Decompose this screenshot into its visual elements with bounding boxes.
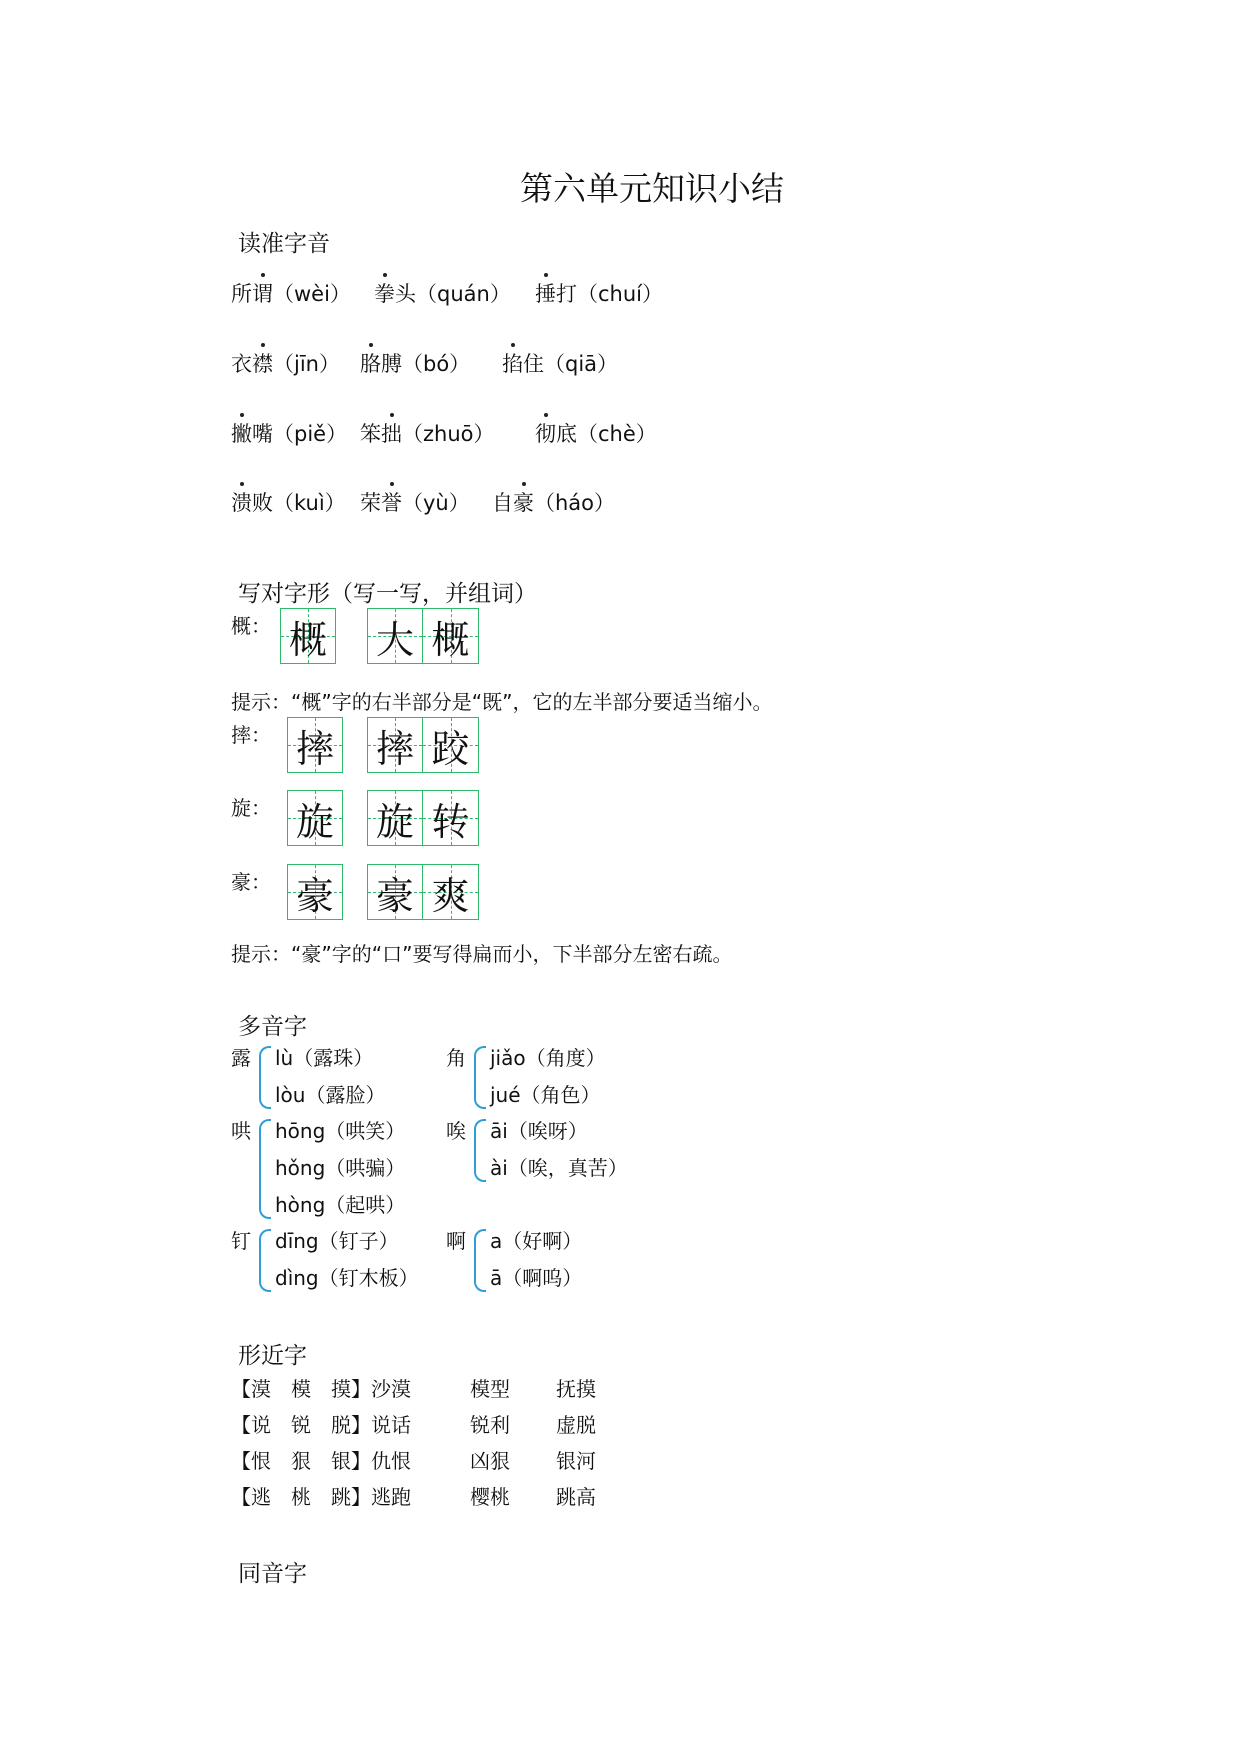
grid-cell (287, 790, 343, 846)
word-grid (367, 790, 479, 846)
polyphone-reading: hōng（哄笑） (275, 1119, 406, 1143)
grid-cell (367, 790, 423, 846)
char-label: 旋： (231, 796, 271, 820)
grid-cell (367, 608, 423, 664)
similar-group: 【逃 桃 跳】逃跑 (231, 1485, 411, 1509)
similar-word: 模型 (470, 1377, 510, 1401)
pinyin-item: 所谓（wèi） (231, 278, 351, 308)
polyphone-reading: lòu（露脸） (275, 1083, 386, 1107)
pinyin-item: 胳膊（bó） (360, 348, 470, 378)
similar-word: 跳高 (556, 1485, 596, 1509)
pinyin-item: 笨拙（zhuō） (360, 418, 495, 448)
section-poly-heading: 多音字 (238, 1014, 307, 1040)
polyphone-reading: ā（啊呜） (490, 1266, 583, 1290)
section-similar-heading: 形近字 (238, 1343, 307, 1369)
similar-group: 【漠 模 摸】沙漠 (231, 1377, 411, 1401)
grid-char: 概 (288, 617, 327, 662)
grid-char: 跤 (431, 726, 470, 771)
grid-char: 大 (375, 617, 414, 662)
similar-word: 银河 (556, 1449, 596, 1473)
grid-char: 爽 (431, 873, 470, 918)
polyphone-char: 钉 (231, 1229, 251, 1253)
similar-group: 【恨 狠 银】仇恨 (231, 1449, 411, 1473)
grid-cell (423, 608, 479, 664)
grid-char: 豪 (295, 873, 334, 918)
single-char-grid (280, 608, 336, 664)
grid-char: 旋 (375, 799, 414, 844)
word-grid (367, 864, 479, 920)
similar-word: 锐利 (470, 1413, 510, 1437)
grid-cell (287, 864, 343, 920)
page-title: 第六单元知识小结 (520, 169, 784, 208)
char-label: 摔： (231, 723, 271, 747)
similar-group: 【说 锐 脱】说话 (231, 1413, 411, 1437)
similar-word: 凶狠 (470, 1449, 510, 1473)
grid-cell (280, 608, 336, 664)
pinyin-item: 拳头（quán） (374, 278, 511, 308)
grid-char: 摔 (295, 726, 334, 771)
pinyin-item: 撇嘴（piě） (231, 418, 347, 448)
polyphone-reading: dīng（钉子） (275, 1229, 399, 1253)
polyphone-reading: hǒng（哄骗） (275, 1156, 406, 1180)
grid-cell (423, 864, 479, 920)
pinyin-item: 彻底（chè） (535, 418, 657, 448)
section-homophone-heading: 同音字 (238, 1561, 307, 1587)
char-label: 豪： (231, 870, 271, 894)
polyphone-reading: dìng（钉木板） (275, 1266, 419, 1290)
pinyin-item: 荣誉（yù） (360, 487, 470, 517)
tip-2: 提示：“豪”字的“口”要写得扁而小，下半部分左密右疏。 (231, 942, 733, 966)
polyphone-reading: hòng（起哄） (275, 1193, 406, 1217)
tip-1: 提示：“概”字的右半部分是“既”，它的左半部分要适当缩小。 (231, 690, 773, 714)
similar-word: 樱桃 (470, 1485, 510, 1509)
grid-cell (423, 717, 479, 773)
similar-word: 抚摸 (556, 1377, 596, 1401)
polyphone-reading: āi（唉呀） (490, 1119, 588, 1143)
grid-cell (423, 790, 479, 846)
section-read-heading: 读准字音 (238, 231, 330, 257)
polyphone-char: 啊 (446, 1229, 466, 1253)
brace-icon (474, 1229, 486, 1292)
pinyin-item: 溃败（kuì） (231, 487, 346, 517)
polyphone-char: 唉 (446, 1119, 466, 1143)
word-grid (367, 608, 479, 664)
similar-word: 虚脱 (556, 1413, 596, 1437)
single-char-grid (287, 864, 343, 920)
single-char-grid (287, 790, 343, 846)
polyphone-reading: lù（露珠） (275, 1046, 374, 1070)
polyphone-reading: jiǎo（角度） (490, 1046, 606, 1070)
polyphone-reading: ài（唉，真苦） (490, 1156, 628, 1180)
pinyin-item: 自豪（háo） (492, 487, 615, 517)
grid-char: 豪 (375, 873, 414, 918)
polyphone-char: 哄 (231, 1119, 251, 1143)
brace-icon (259, 1229, 271, 1292)
char-label: 概： (231, 614, 271, 638)
pinyin-item: 衣襟（jīn） (231, 348, 340, 378)
grid-char: 旋 (295, 799, 334, 844)
polyphone-char: 露 (231, 1046, 251, 1070)
single-char-grid (287, 717, 343, 773)
pinyin-item: 捶打（chuí） (535, 278, 663, 308)
brace-icon (474, 1119, 486, 1182)
grid-char: 概 (431, 617, 470, 662)
grid-cell (367, 717, 423, 773)
brace-icon (474, 1046, 486, 1109)
polyphone-char: 角 (446, 1046, 466, 1070)
grid-cell (287, 717, 343, 773)
grid-char: 摔 (375, 726, 414, 771)
section-write-heading: 写对字形（写一写，并组词） (238, 581, 537, 607)
grid-cell (367, 864, 423, 920)
pinyin-item: 掐住（qiā） (502, 348, 618, 378)
word-grid (367, 717, 479, 773)
brace-icon (259, 1046, 271, 1109)
polyphone-reading: jué（角色） (490, 1083, 601, 1107)
brace-icon (259, 1119, 271, 1219)
polyphone-reading: a（好啊） (490, 1229, 583, 1253)
grid-char: 转 (431, 799, 470, 844)
